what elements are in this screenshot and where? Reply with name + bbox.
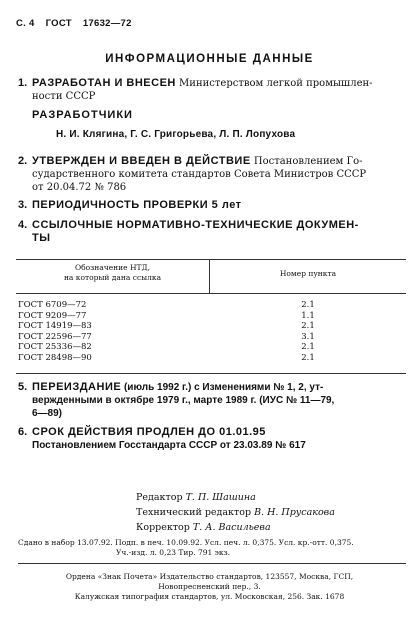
item-number: 2. <box>18 155 28 167</box>
info-item-1 <box>18 74 405 103</box>
publisher-footer <box>0 572 419 602</box>
table-row-doc: ГОСТ 28498—90 <box>18 352 92 363</box>
footer-line-2: Новопресненский пер., 3. <box>158 582 261 591</box>
editor-line <box>136 505 335 520</box>
standard-label: ГОСТ <box>45 18 72 29</box>
editor-line <box>136 490 335 505</box>
page-title: ИНФОРМАЦИОННЫЕ ДАННЫЕ <box>105 53 314 65</box>
table-row-clause: 3.1 <box>301 331 315 342</box>
editor-role: Технический редактор <box>136 507 252 518</box>
editor-role: Корректор <box>136 522 190 533</box>
item-heading: ПЕРЕИЗДАНИЕ <box>32 381 122 393</box>
imprint-line-2: Уч.-изд. л. 0,23 Тир. 791 экз. <box>116 548 231 557</box>
divider <box>18 563 406 564</box>
item-number: 6. <box>18 426 28 438</box>
table-row-clause: 2.1 <box>301 352 315 363</box>
item-number: 1. <box>18 77 28 89</box>
item-heading: РАЗРАБОТАН И ВНЕСЕН <box>32 77 176 89</box>
editor-name: Т. А. Васильева <box>192 522 271 533</box>
editor-role: Редактор <box>136 492 183 503</box>
item-text: Постановлением Го- <box>250 156 363 167</box>
editors-block <box>136 490 335 535</box>
page-number: С. 4 <box>16 18 35 29</box>
table-column-documents <box>16 300 210 363</box>
table-row-doc: ГОСТ 9209—77 <box>18 310 87 321</box>
imprint-line-1: Сдано в набор 13.07.92. Подп. в печ. 10.09.92. Усл. печ. л. 0,375. Усл. кр.-отт. 0,375. <box>18 538 354 547</box>
standard-number: 17632—72 <box>82 18 132 29</box>
item-heading: УТВЕРЖДЕН И ВВЕДЕН В ДЕЙСТВИЕ <box>32 155 251 167</box>
item-text-continued-2: от 20.04.72 № 786 <box>32 182 127 193</box>
table-row-clause: 2.1 <box>301 321 315 331</box>
item-number: 3. <box>18 199 28 211</box>
header-line-1: Обозначение НТД, <box>75 263 150 272</box>
item-text: (июль 1992 г.) с Изменениями № 1, 2, ут- <box>121 382 324 393</box>
item-heading: ССЫЛОЧНЫЕ НОРМАТИВНО-ТЕХНИЧЕСКИЕ ДОКУМЕН- <box>32 219 359 231</box>
page-header <box>16 18 140 29</box>
table-column-clauses <box>210 300 406 363</box>
table-header-clause: Номер пункта <box>279 269 337 278</box>
footer-line-1: Ордена «Знак Почета» Издательство стандартов, 123557, Москва, ГСП, <box>65 572 354 581</box>
item-text-continued: ности СССР <box>32 91 96 102</box>
info-item-2 <box>18 152 405 194</box>
item-text: 5 лет <box>208 199 242 211</box>
item-text-continued-2: 6—89) <box>32 408 63 419</box>
item-text-continued: сударственного комитета стандартов Совета Министров СССР <box>32 169 367 180</box>
developers-names: Н. И. Клягина, Г. С. Григорьева, Л. П. Лопухова <box>56 129 296 140</box>
table-header-document <box>16 260 210 293</box>
item-text-continued: Постановлением Госстандарта СССР от 23.03.89 № 617 <box>32 440 306 451</box>
info-item-3 <box>18 196 405 212</box>
table-row-doc: ГОСТ 22596—77 <box>18 331 92 342</box>
item-text-continued: вержденными в октябре 1979 г., марте 1989 г. (ИУС № 11—79, <box>32 395 335 406</box>
reference-table <box>16 259 406 374</box>
info-item-4 <box>18 216 405 245</box>
item-heading: СРОК ДЕЙСТВИЯ ПРОДЛЕН ДО 01.01.95 <box>32 426 266 438</box>
editor-name: В. Н. Прусакова <box>254 507 335 518</box>
table-row-clause: 2.1 <box>301 300 315 310</box>
table-row-doc: ГОСТ 6709—72 <box>18 300 87 310</box>
item-heading: ПЕРИОДИЧНОСТЬ ПРОВЕРКИ <box>32 199 209 211</box>
table-row-doc: ГОСТ 25336—82 <box>18 342 92 352</box>
item-heading-continued: ТЫ <box>32 232 51 244</box>
item-number: 4. <box>18 219 28 231</box>
info-item-5 <box>18 378 405 420</box>
table-row-clause: 2.1 <box>301 342 315 352</box>
editor-line <box>136 520 335 535</box>
table-row-doc: ГОСТ 14919—83 <box>18 321 92 331</box>
info-item-6 <box>18 423 405 452</box>
developers-heading: РАЗРАБОТЧИКИ <box>32 109 133 121</box>
table-header <box>16 260 406 294</box>
item-text: Министерством легкой промышлен- <box>175 78 373 89</box>
table-body <box>16 294 406 373</box>
item-number: 5. <box>18 381 28 393</box>
editor-name: Т. П. Шашина <box>185 492 256 503</box>
footer-line-3: Калужская типография стандартов, ул. Московская, 256. Зак. 1678 <box>74 592 345 601</box>
table-row-clause: 1.1 <box>301 310 315 321</box>
imprint-block <box>18 538 406 558</box>
header-line-2: на который дана ссылка <box>63 273 162 282</box>
